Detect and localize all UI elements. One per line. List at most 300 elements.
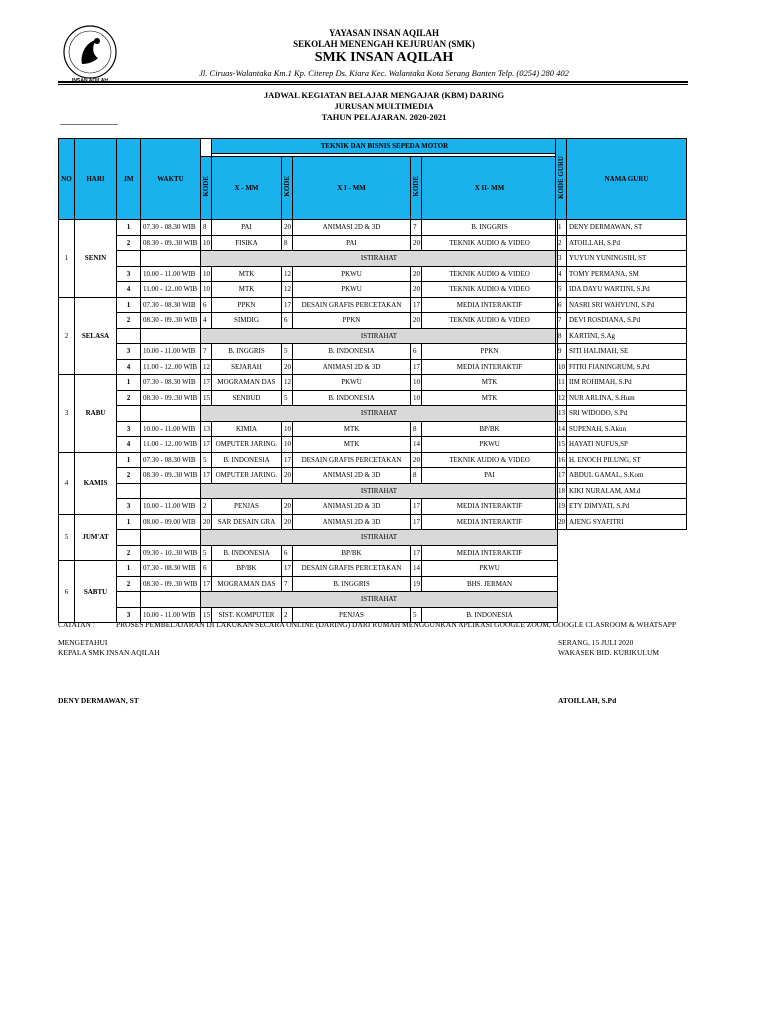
- time-slot: 11.00 - 12..00 WIB: [141, 359, 201, 375]
- break-row: [59, 530, 558, 546]
- break-cell: [141, 406, 201, 422]
- day-number: 2: [59, 297, 75, 375]
- subject: BP/BK: [212, 561, 282, 577]
- kode-guru: 12: [282, 266, 293, 282]
- subject: SAR DESAIN GRA: [212, 514, 282, 530]
- subject: PAI: [422, 468, 558, 484]
- teacher-name: DENY DERMAWAN, ST: [567, 220, 687, 236]
- schedule-row: [59, 421, 558, 437]
- time-slot: 08.00 - 09.00 WIB: [141, 514, 201, 530]
- teacher-row: [556, 406, 687, 422]
- break-row: [59, 483, 558, 499]
- subject: OMPUTER JARING.: [212, 437, 282, 453]
- teacher-row: [556, 251, 687, 267]
- subject: TEKNIK AUDIO & VIDEO: [422, 235, 558, 251]
- teacher-name: SITI HALIMAH, SE: [567, 344, 687, 360]
- teacher-code: 11: [556, 375, 567, 391]
- catatan-text: PROSES PEMBELAJARAN DI LAKUKAN SECARA ONLINE (DARING) DARI RUMAH MENGGUNKAN APLIKASI GOOGLE ZOOM, GOOGLE CLASROOM & WHATSAPP: [116, 620, 677, 629]
- teacher-row: [556, 437, 687, 453]
- kode-guru: 20: [411, 282, 422, 298]
- schedule-row: [59, 375, 558, 391]
- time-slot: 07.30 - 08.30 WIB: [141, 452, 201, 468]
- subject: PKWU: [293, 266, 411, 282]
- subject: MOGRAMAN DAS: [212, 375, 282, 391]
- subject: DESAIN GRAFIS PERCETAKAN: [293, 452, 411, 468]
- teacher-row: [556, 514, 687, 530]
- break-cell: [141, 530, 201, 546]
- kode-guru: 14: [411, 561, 422, 577]
- time-slot: 08.30 - 09..30 WIB: [141, 235, 201, 251]
- subject: ANIMASI 2D & 3D: [293, 514, 411, 530]
- teacher-name: IIM ROHIMAH, S.Pd: [567, 375, 687, 391]
- kode-guru: 6: [201, 297, 212, 313]
- subject: TEKNIK AUDIO & VIDEO: [422, 266, 558, 282]
- subject: PAI: [212, 220, 282, 236]
- break-cell: [117, 328, 141, 344]
- jam-number: 1: [117, 514, 141, 530]
- kode-guru: 17: [282, 561, 293, 577]
- time-slot: 08.30 - 09..30 WIB: [141, 390, 201, 406]
- school-name: SMK INSAN AQILAH: [314, 50, 454, 65]
- kode-guru: 17: [411, 514, 422, 530]
- place-date: SERANG, 15 JULI 2020: [558, 638, 634, 647]
- time-slot: 07.30 - 08.30 WIB: [141, 375, 201, 391]
- subject: B. INDONESIA: [212, 545, 282, 561]
- break-cell: [141, 483, 201, 499]
- subject: MOGRAMAN DAS: [212, 576, 282, 592]
- teacher-code: 17: [556, 468, 567, 484]
- kode-guru: 5: [282, 344, 293, 360]
- jam-number: 1: [117, 561, 141, 577]
- istirahat-label: ISTIRAHAT: [201, 530, 558, 546]
- subject: PKWU: [422, 561, 558, 577]
- teacher-row: [556, 390, 687, 406]
- break-cell: [117, 592, 141, 608]
- subject: B. INDONESIA: [293, 344, 411, 360]
- day-number: 5: [59, 514, 75, 561]
- kode-guru: 5: [282, 390, 293, 406]
- subject: SEJARAH: [212, 359, 282, 375]
- schedule-row: [59, 390, 558, 406]
- kode-guru: 5: [411, 607, 422, 623]
- subject: MEDIA INTERAKTIF: [422, 499, 558, 515]
- subject: DESAIN GRAFIS PERCETAKAN: [293, 561, 411, 577]
- time-slot: 07.30 - 08.30 WIB: [141, 561, 201, 577]
- jam-number: 1: [117, 452, 141, 468]
- teacher-name: H. ENOCH PILUNG, ST: [567, 452, 687, 468]
- subject: MTK: [293, 437, 411, 453]
- kode-guru: 10: [411, 390, 422, 406]
- teacher-row: [556, 359, 687, 375]
- teacher-row: [556, 235, 687, 251]
- kode-guru: 8: [411, 468, 422, 484]
- teacher-name: AJENG SYAFITRI: [567, 514, 687, 530]
- break-row: [59, 328, 558, 344]
- subject: MEDIA INTERAKTIF: [422, 359, 558, 375]
- teacher-code: 12: [556, 390, 567, 406]
- teacher-row: [556, 499, 687, 515]
- subject: B. INDONESIA: [212, 452, 282, 468]
- kepala-label: KEPALA SMK INSAN AQILAH: [58, 648, 160, 657]
- title-line-1: JADWAL KEGIATAN BELAJAR MENGAJAR (KBM) DARING: [263, 90, 505, 100]
- col-kode-2: KODE: [282, 157, 293, 220]
- day-name: KAMIS: [75, 452, 117, 514]
- kode-guru: 17: [411, 499, 422, 515]
- col-hari: HARI: [75, 139, 117, 220]
- schedule-row: [59, 514, 558, 530]
- schedule-row: [59, 344, 558, 360]
- kode-guru: 20: [201, 514, 212, 530]
- day-name: JUM'AT: [75, 514, 117, 561]
- jam-number: 1: [117, 375, 141, 391]
- subject: MTK: [212, 282, 282, 298]
- kode-guru: 17: [201, 375, 212, 391]
- col-no: NO: [59, 139, 75, 220]
- schedule-row: [59, 313, 558, 329]
- subject: PENJAS: [293, 607, 411, 623]
- time-slot: 08.30 - 09..30 WIB: [141, 576, 201, 592]
- schedule-row: [59, 561, 558, 577]
- break-row: [59, 592, 558, 608]
- subject: BP/BK: [293, 545, 411, 561]
- schedule-row: [59, 282, 558, 298]
- logo-caption: INSAN AQILAH: [72, 78, 108, 84]
- subject: FISIKA: [212, 235, 282, 251]
- signature-left: DENY DERMAWAN, ST: [58, 696, 139, 705]
- teacher-name: NUR ARLINA, S.Hum: [567, 390, 687, 406]
- time-slot: 10.00 - 11.00 WIB: [141, 499, 201, 515]
- col-nama-guru: NAMA GURU: [567, 139, 687, 220]
- teacher-name: KIKI NURALAM, AM.d: [567, 483, 687, 499]
- break-cell: [117, 251, 141, 267]
- kode-guru: 17: [411, 545, 422, 561]
- teacher-code: 10: [556, 359, 567, 375]
- subject: OMPUTER JARING.: [212, 468, 282, 484]
- schedule-row: [59, 235, 558, 251]
- subject: MEDIA INTERAKTIF: [422, 297, 558, 313]
- kode-guru: 20: [282, 499, 293, 515]
- document-title: [0, 90, 768, 123]
- kode-guru: 7: [201, 344, 212, 360]
- schedule-row: [59, 576, 558, 592]
- kode-guru: 15: [201, 607, 212, 623]
- teacher-name: ETY DIMYATI, S.Pd: [567, 499, 687, 515]
- subject: ANIMASI 2D & 3D: [293, 359, 411, 375]
- subject: SIST. KOMPUTER: [212, 607, 282, 623]
- teacher-name: DEVI ROSDIANA, S.Pd: [567, 313, 687, 329]
- school-address: Jl. Ciruas-Walantaka Km.1 Kp. Citerep Ds. Kiara Kec. Walantaka Kota Serang Banten Telp. (0254) 280 402: [199, 68, 569, 78]
- col-class-2: X I - MM: [293, 157, 411, 220]
- teacher-code: 4: [556, 266, 567, 282]
- col-class-3: X II- MM: [422, 157, 558, 220]
- subject: PKWU: [422, 437, 558, 453]
- break-row: [59, 251, 558, 267]
- kode-guru: 10: [201, 235, 212, 251]
- kode-guru: 5: [201, 452, 212, 468]
- teacher-code: 6: [556, 297, 567, 313]
- break-cell: [141, 251, 201, 267]
- subject: TEKNIK AUDIO & VIDEO: [422, 452, 558, 468]
- subject: MTK: [293, 421, 411, 437]
- teacher-code: 18: [556, 483, 567, 499]
- kode-guru: 17: [282, 297, 293, 313]
- time-slot: 10.00 - 11.00 WIB: [141, 344, 201, 360]
- teacher-row: [556, 282, 687, 298]
- kode-guru: 20: [411, 313, 422, 329]
- title-line-3: TAHUN PELAJARAN. 2020-2021: [321, 112, 447, 122]
- kode-guru: 20: [282, 359, 293, 375]
- col-class-1: X - MM: [212, 157, 282, 220]
- signature-right: ATOILLAH, S.Pd: [558, 696, 617, 705]
- schedule-row: [59, 499, 558, 515]
- time-slot: 08.30 - 09..30 WIB: [141, 313, 201, 329]
- col-kode-guru: KODE GURU: [556, 139, 567, 220]
- jam-number: 2: [117, 390, 141, 406]
- teacher-table: [555, 138, 687, 530]
- subject: PAI: [293, 235, 411, 251]
- kode-guru: 12: [282, 282, 293, 298]
- teacher-name: SUPENAH, S.Akun: [567, 421, 687, 437]
- jam-number: 2: [117, 576, 141, 592]
- teacher-name: YUYUN YUNINGSIH, ST: [567, 251, 687, 267]
- subject: MTK: [422, 375, 558, 391]
- jam-number: 2: [117, 545, 141, 561]
- schedule-row: [59, 266, 558, 282]
- break-cell: [141, 328, 201, 344]
- teacher-code: 19: [556, 499, 567, 515]
- subject: PPKN: [212, 297, 282, 313]
- teacher-row: [556, 328, 687, 344]
- time-slot: 08.30 - 09..30 WIB: [141, 468, 201, 484]
- kode-guru: 10: [201, 266, 212, 282]
- teacher-row: [556, 266, 687, 282]
- kode-guru: 20: [282, 468, 293, 484]
- subject: KIMIA: [212, 421, 282, 437]
- kode-guru: 6: [411, 344, 422, 360]
- teacher-code: 20: [556, 514, 567, 530]
- subject: PENJAS: [212, 499, 282, 515]
- col-waktu: WAKTU: [141, 139, 201, 220]
- kode-guru: 15: [201, 390, 212, 406]
- wakasek-label: WAKASEK BID. KURIKULUM: [558, 648, 660, 657]
- istirahat-label: ISTIRAHAT: [201, 483, 558, 499]
- teacher-row: [556, 344, 687, 360]
- subject: SENBUD: [212, 390, 282, 406]
- subject: PPKN: [293, 313, 411, 329]
- kode-guru: 6: [282, 545, 293, 561]
- kode-guru: 17: [411, 359, 422, 375]
- teacher-name: ATOILLAH, S.Pd: [567, 235, 687, 251]
- header-spacer: [201, 139, 212, 154]
- break-cell: [117, 483, 141, 499]
- sekolah-type: SEKOLAH MENENGAH KEJURUAN (SMK): [293, 39, 475, 49]
- istirahat-label: ISTIRAHAT: [201, 592, 558, 608]
- teacher-code: 7: [556, 313, 567, 329]
- kode-guru: 17: [201, 576, 212, 592]
- subject: B. INGGRIS: [212, 344, 282, 360]
- kode-guru: 20: [411, 452, 422, 468]
- kode-guru: 20: [282, 220, 293, 236]
- teacher-row: [556, 468, 687, 484]
- jam-number: 4: [117, 437, 141, 453]
- subject: B. INDONESIA: [293, 390, 411, 406]
- jam-number: 2: [117, 313, 141, 329]
- col-kode-3: KODE: [411, 157, 422, 220]
- kode-guru: 17: [201, 437, 212, 453]
- kode-guru: 20: [282, 514, 293, 530]
- time-slot: 11.00 - 12..00 WIB: [141, 437, 201, 453]
- teacher-code: 5: [556, 282, 567, 298]
- subject: BP/BK: [422, 421, 558, 437]
- teacher-code: 14: [556, 421, 567, 437]
- kode-guru: 2: [201, 499, 212, 515]
- kode-guru: 19: [411, 576, 422, 592]
- teacher-row: [556, 483, 687, 499]
- istirahat-label: ISTIRAHAT: [201, 251, 558, 267]
- kode-guru: 17: [282, 452, 293, 468]
- teacher-name: FITRI FIANINGRUM, S.Pd: [567, 359, 687, 375]
- subject: PKWU: [293, 282, 411, 298]
- schedule-row: [59, 220, 558, 236]
- day-name: SABTU: [75, 561, 117, 623]
- kode-guru: 20: [411, 266, 422, 282]
- teacher-row: [556, 452, 687, 468]
- kode-guru: 10: [201, 282, 212, 298]
- teacher-row: [556, 421, 687, 437]
- subject: ANIMASI 2D & 3D: [293, 468, 411, 484]
- subject: B. INGGRIS: [422, 220, 558, 236]
- break-cell: [117, 406, 141, 422]
- kode-guru: 14: [411, 437, 422, 453]
- kode-guru: 10: [282, 437, 293, 453]
- kode-guru: 12: [282, 375, 293, 391]
- col-group: TEKNIK DAN BISNIS SEPEDA MOTOR: [212, 139, 558, 154]
- jam-number: 3: [117, 266, 141, 282]
- break-cell: [117, 530, 141, 546]
- schedule-row: [59, 359, 558, 375]
- day-number: 6: [59, 561, 75, 623]
- kode-guru: 13: [201, 421, 212, 437]
- teacher-row: [556, 220, 687, 236]
- subject: B. INDONESIA: [422, 607, 558, 623]
- schedule-table: [58, 138, 558, 623]
- day-name: SELASA: [75, 297, 117, 375]
- subject: MTK: [422, 390, 558, 406]
- time-slot: 10.00 - 11.00 WIB: [141, 421, 201, 437]
- schedule-row: [59, 468, 558, 484]
- time-slot: 07.30 - 08.30 WIB: [141, 220, 201, 236]
- teacher-name: ABDUL GAMAL, S.Kom: [567, 468, 687, 484]
- teacher-code: 15: [556, 437, 567, 453]
- subject: MTK: [212, 266, 282, 282]
- subject: ANIMASI 2D & 3D: [293, 220, 411, 236]
- time-slot: 10.00 - 11.00 WIB: [141, 607, 201, 623]
- teacher-row: [556, 313, 687, 329]
- kode-guru: 7: [282, 576, 293, 592]
- teacher-code: 8: [556, 328, 567, 344]
- subject: DESAIN GRAFIS PERCETAKAN: [293, 297, 411, 313]
- time-slot: 07.30 - 08.30 WIB: [141, 297, 201, 313]
- jam-number: 2: [117, 235, 141, 251]
- kode-guru: 5: [201, 545, 212, 561]
- kode-guru: 10: [282, 421, 293, 437]
- kode-guru: 7: [411, 220, 422, 236]
- col-kode-1: KODE: [201, 157, 212, 220]
- catatan-label: CATATAN :: [58, 620, 95, 629]
- teacher-name: KARTINI, S.Ag: [567, 328, 687, 344]
- mengetahui-label: MENGETAHUI: [58, 638, 108, 647]
- header-rule-thin: [58, 84, 688, 85]
- kode-guru: 10: [411, 375, 422, 391]
- day-number: 3: [59, 375, 75, 453]
- day-name: RABU: [75, 375, 117, 453]
- jam-number: 3: [117, 421, 141, 437]
- break-row: [59, 406, 558, 422]
- kode-guru: 4: [201, 313, 212, 329]
- teacher-code: 9: [556, 344, 567, 360]
- day-number: 4: [59, 452, 75, 514]
- kode-guru: 8: [411, 421, 422, 437]
- jam-number: 1: [117, 297, 141, 313]
- header-rule: [58, 81, 688, 83]
- schedule-row: [59, 437, 558, 453]
- kode-guru: 6: [282, 313, 293, 329]
- teacher-name: TOMY PERMANA, SM: [567, 266, 687, 282]
- teacher-name: NASRI SRI WAHYUNI, S.Pd: [567, 297, 687, 313]
- teacher-row: [556, 375, 687, 391]
- kode-guru: 8: [201, 220, 212, 236]
- istirahat-label: ISTIRAHAT: [201, 406, 558, 422]
- subject: TEKNIK AUDIO & VIDEO: [422, 313, 558, 329]
- subject: PPKN: [422, 344, 558, 360]
- day-number: 1: [59, 220, 75, 298]
- kode-guru: 8: [282, 235, 293, 251]
- schedule-row: [59, 545, 558, 561]
- kode-guru: 6: [201, 561, 212, 577]
- teacher-code: 16: [556, 452, 567, 468]
- jam-number: 3: [117, 607, 141, 623]
- yayasan-name: YAYASAN INSAN AQILAH: [328, 28, 440, 38]
- teacher-code: 13: [556, 406, 567, 422]
- subject: TEKNIK AUDIO & VIDEO: [422, 282, 558, 298]
- teacher-code: 2: [556, 235, 567, 251]
- time-slot: 11.00 - 12..00 WIB: [141, 282, 201, 298]
- subject: B. INGGRIS: [293, 576, 411, 592]
- subject: MEDIA INTERAKTIF: [422, 514, 558, 530]
- jam-number: 4: [117, 359, 141, 375]
- teacher-name: HAYATI NUFUS,SP: [567, 437, 687, 453]
- day-name: SENIN: [75, 220, 117, 298]
- teacher-code: 1: [556, 220, 567, 236]
- subject: SIMDIG: [212, 313, 282, 329]
- jam-number: 4: [117, 282, 141, 298]
- break-cell: [141, 592, 201, 608]
- subject: ANIMASI 2D & 3D: [293, 499, 411, 515]
- kode-guru: 17: [201, 468, 212, 484]
- teacher-code: 3: [556, 251, 567, 267]
- subject: PKWU: [293, 375, 411, 391]
- schedule-row: [59, 297, 558, 313]
- teacher-name: SRI WIDODO, S.Pd: [567, 406, 687, 422]
- col-jm: JM: [117, 139, 141, 220]
- jam-number: 2: [117, 468, 141, 484]
- subject: MEDIA INTERAKTIF: [422, 545, 558, 561]
- schedule-row: [59, 452, 558, 468]
- istirahat-label: ISTIRAHAT: [201, 328, 558, 344]
- kode-guru: 17: [411, 297, 422, 313]
- time-slot: 09.30 - 10..30 WIB: [141, 545, 201, 561]
- subject: BHS. JERMAN: [422, 576, 558, 592]
